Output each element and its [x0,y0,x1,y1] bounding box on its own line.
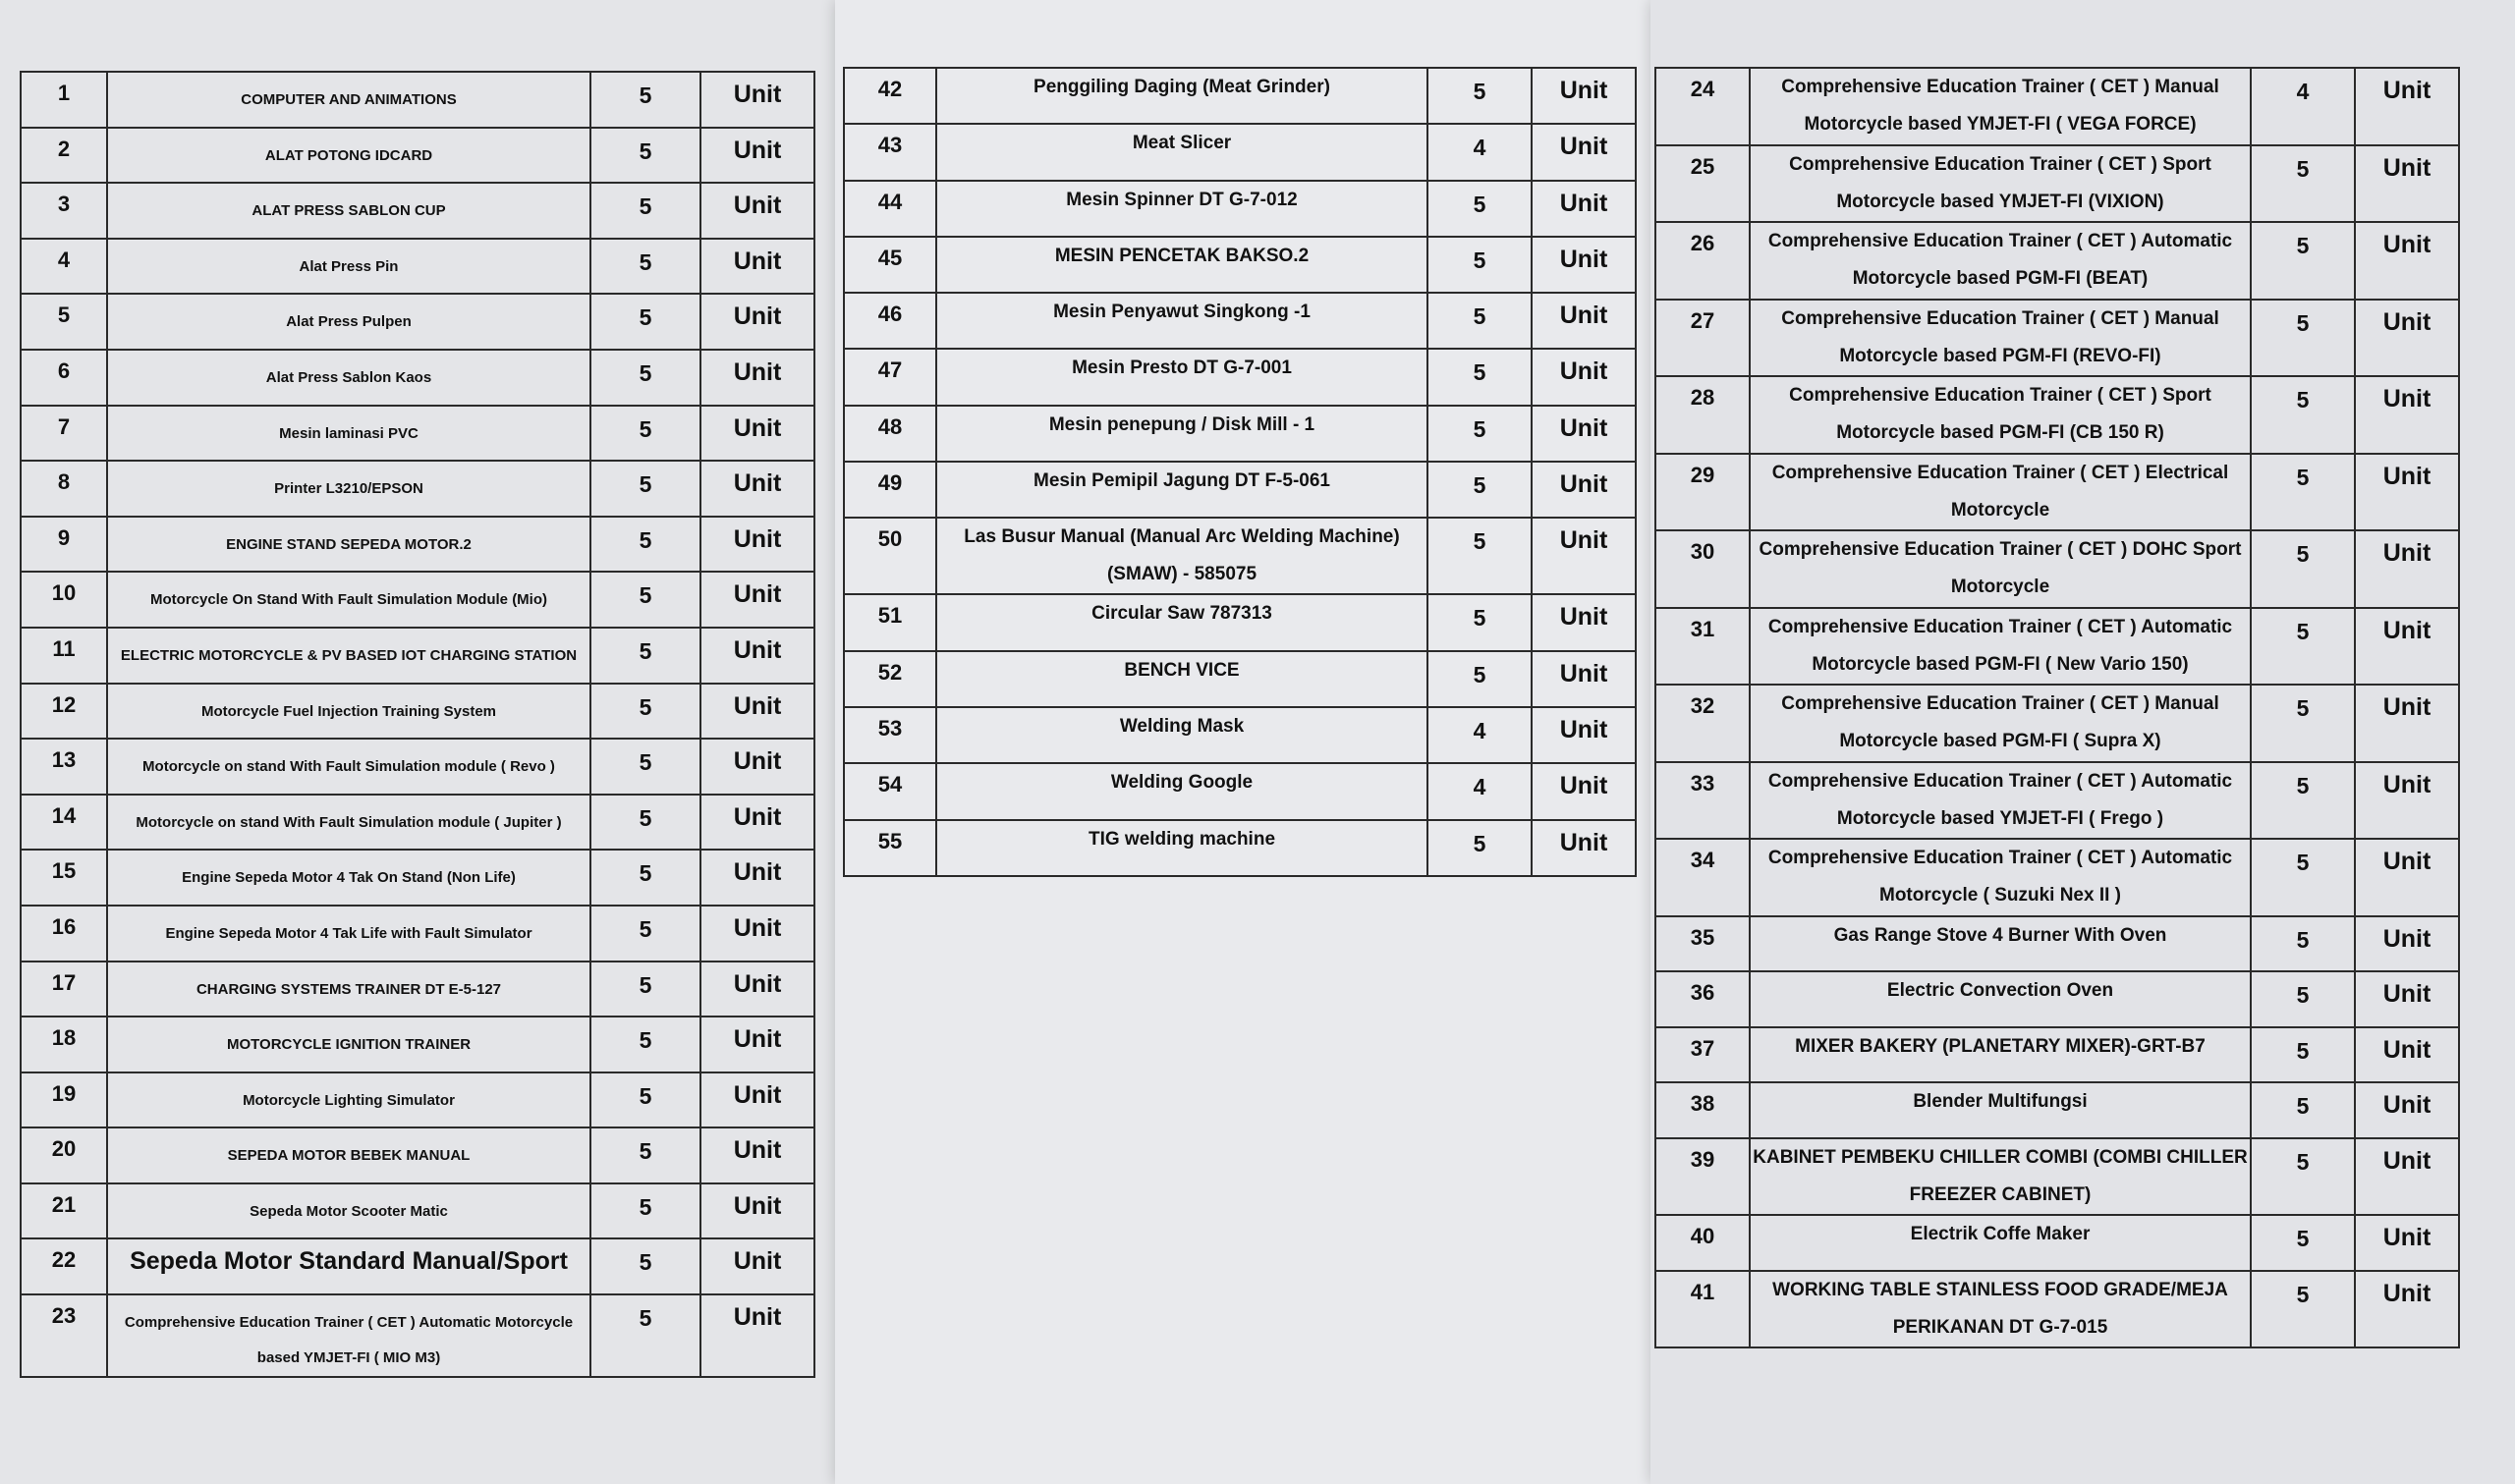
cell-unit: Unit [700,183,814,239]
table-row [844,293,1636,349]
cell-unit: Unit [2355,1215,2459,1271]
cell-qty: 5 [590,1294,700,1377]
cell-no: 10 [21,572,107,628]
cell-unit: Unit [700,628,814,684]
cell-qty: 5 [2251,916,2355,972]
cell-qty: 5 [2251,145,2355,223]
cell-no: 50 [844,518,936,594]
cell-no: 48 [844,406,936,462]
cell-unit: Unit [1532,763,1636,819]
cell-unit: Unit [1532,406,1636,462]
cell-qty: 5 [2251,300,2355,377]
cell-qty: 5 [590,128,700,184]
cell-unit: Unit [700,1017,814,1072]
cell-qty: 5 [1427,651,1532,707]
cell-unit: Unit [700,239,814,295]
cell-unit: Unit [2355,685,2459,762]
cell-qty: 5 [2251,1138,2355,1216]
cell-qty: 4 [1427,124,1532,180]
table-row [21,572,814,628]
cell-name: ALAT PRESS SABLON CUP [107,183,590,239]
cell-no: 33 [1655,762,1750,840]
cell-unit: Unit [2355,916,2459,972]
cell-unit: Unit [1532,820,1636,876]
cell-unit: Unit [700,1238,814,1294]
cell-no: 4 [21,239,107,295]
cell-qty: 5 [2251,1271,2355,1348]
cell-no: 23 [21,1294,107,1377]
table-row [844,763,1636,819]
cell-name: ENGINE STAND SEPEDA MOTOR.2 [107,517,590,573]
cell-no: 25 [1655,145,1750,223]
cell-no: 49 [844,462,936,518]
cell-name: Sepeda Motor Standard Manual/Sport [107,1238,590,1294]
table-row [21,962,814,1017]
cell-unit: Unit [700,739,814,795]
cell-no: 14 [21,795,107,851]
cell-no: 7 [21,406,107,462]
cell-name: Welding Google [936,763,1427,819]
cell-name: Motorcycle on stand With Fault Simulation module ( Revo ) [107,739,590,795]
cell-no: 43 [844,124,936,180]
cell-no: 11 [21,628,107,684]
cell-no: 51 [844,594,936,650]
cell-no: 46 [844,293,936,349]
cell-unit: Unit [700,517,814,573]
cell-qty: 5 [590,461,700,517]
cell-name: MOTORCYCLE IGNITION TRAINER [107,1017,590,1072]
table-row [21,406,814,462]
cell-no: 35 [1655,916,1750,972]
cell-unit: Unit [1532,518,1636,594]
table-row [1655,1138,2459,1216]
cell-unit: Unit [1532,651,1636,707]
cell-unit: Unit [2355,530,2459,608]
cell-qty: 5 [590,294,700,350]
cell-no: 9 [21,517,107,573]
cell-no: 12 [21,684,107,740]
cell-name: Printer L3210/EPSON [107,461,590,517]
cell-no: 32 [1655,685,1750,762]
table-row [21,239,814,295]
table-row [21,1072,814,1128]
cell-qty: 5 [590,1183,700,1239]
cell-no: 24 [1655,68,1750,145]
table-row [21,517,814,573]
cell-name: Comprehensive Education Trainer ( CET ) Automatic Motorcycle based YMJET-FI ( Frego ) [1750,762,2251,840]
cell-qty: 5 [590,350,700,406]
cell-unit: Unit [700,128,814,184]
table-row [1655,971,2459,1027]
table-row [21,684,814,740]
cell-unit: Unit [700,1127,814,1183]
cell-name: ALAT POTONG IDCARD [107,128,590,184]
table-row [1655,300,2459,377]
cell-qty: 5 [1427,68,1532,124]
cell-qty: 5 [590,850,700,906]
table-row [21,128,814,184]
cell-name: Mesin laminasi PVC [107,406,590,462]
cell-name: ELECTRIC MOTORCYCLE & PV BASED IOT CHARGING STATION [107,628,590,684]
table-row [21,183,814,239]
cell-qty: 4 [1427,763,1532,819]
cell-unit: Unit [2355,608,2459,686]
cell-name: WORKING TABLE STAINLESS FOOD GRADE/MEJA PERIKANAN DT G-7-015 [1750,1271,2251,1348]
cell-unit: Unit [2355,1271,2459,1348]
cell-name: Meat Slicer [936,124,1427,180]
cell-name: Mesin Pemipil Jagung DT F-5-061 [936,462,1427,518]
cell-no: 20 [21,1127,107,1183]
table-row [21,1294,814,1377]
table-row [21,739,814,795]
cell-name: Comprehensive Education Trainer ( CET ) DOHC Sport Motorcycle [1750,530,2251,608]
cell-qty: 5 [2251,608,2355,686]
cell-qty: 5 [2251,222,2355,300]
table-row [1655,222,2459,300]
cell-unit: Unit [2355,1082,2459,1138]
table-row [1655,145,2459,223]
table-row [21,350,814,406]
table-row [1655,1082,2459,1138]
cell-qty: 5 [590,739,700,795]
cell-name: Motorcycle on stand With Fault Simulation module ( Jupiter ) [107,795,590,851]
table-row [844,124,1636,180]
cell-name: Mesin Spinner DT G-7-012 [936,181,1427,237]
table-row [844,651,1636,707]
cell-name: TIG welding machine [936,820,1427,876]
cell-no: 53 [844,707,936,763]
cell-unit: Unit [1532,293,1636,349]
cell-unit: Unit [700,1294,814,1377]
table-row [844,406,1636,462]
equipment-table-middle [843,67,1637,877]
cell-name: CHARGING SYSTEMS TRAINER DT E-5-127 [107,962,590,1017]
cell-no: 54 [844,763,936,819]
table-row [844,462,1636,518]
cell-qty: 5 [1427,349,1532,405]
cell-no: 31 [1655,608,1750,686]
cell-unit: Unit [700,684,814,740]
cell-qty: 5 [590,628,700,684]
cell-name: Circular Saw 787313 [936,594,1427,650]
cell-no: 2 [21,128,107,184]
cell-unit: Unit [1532,462,1636,518]
cell-no: 30 [1655,530,1750,608]
cell-no: 28 [1655,376,1750,454]
cell-name: Comprehensive Education Trainer ( CET ) Automatic Motorcycle ( Suzuki Nex II ) [1750,839,2251,916]
table-row [844,237,1636,293]
table-row [1655,376,2459,454]
cell-name: Comprehensive Education Trainer ( CET ) Automatic Motorcycle based PGM-FI ( New Vario 150) [1750,608,2251,686]
table-row [1655,1027,2459,1083]
cell-qty: 5 [2251,839,2355,916]
cell-qty: 5 [2251,530,2355,608]
cell-qty: 5 [590,239,700,295]
table-row [1655,762,2459,840]
cell-no: 27 [1655,300,1750,377]
cell-unit: Unit [1532,68,1636,124]
cell-unit: Unit [1532,237,1636,293]
cell-unit: Unit [700,1072,814,1128]
table-row [844,707,1636,763]
table-row [1655,608,2459,686]
cell-name: Alat Press Pin [107,239,590,295]
cell-unit: Unit [1532,181,1636,237]
cell-no: 17 [21,962,107,1017]
cell-qty: 5 [1427,518,1532,594]
table-row [21,1238,814,1294]
table-row [21,72,814,128]
cell-unit: Unit [2355,300,2459,377]
cell-no: 40 [1655,1215,1750,1271]
cell-qty: 5 [2251,1082,2355,1138]
cell-qty: 5 [2251,454,2355,531]
cell-qty: 5 [590,962,700,1017]
table-row [844,594,1636,650]
cell-name: Motorcycle Fuel Injection Training System [107,684,590,740]
cell-name: Comprehensive Education Trainer ( CET ) Manual Motorcycle based PGM-FI ( Supra X) [1750,685,2251,762]
cell-unit: Unit [2355,1138,2459,1216]
cell-no: 22 [21,1238,107,1294]
cell-qty: 5 [590,1072,700,1128]
cell-name: MIXER BAKERY (PLANETARY MIXER)-GRT-B7 [1750,1027,2251,1083]
cell-name: Comprehensive Education Trainer ( CET ) Automatic Motorcycle based YMJET-FI ( MIO M3) [107,1294,590,1377]
cell-name: Comprehensive Education Trainer ( CET ) Automatic Motorcycle based PGM-FI (BEAT) [1750,222,2251,300]
cell-name: Comprehensive Education Trainer ( CET ) Manual Motorcycle based PGM-FI (REVO-FI) [1750,300,2251,377]
cell-no: 6 [21,350,107,406]
cell-no: 37 [1655,1027,1750,1083]
cell-no: 42 [844,68,936,124]
cell-qty: 5 [590,517,700,573]
table-row [1655,685,2459,762]
table-row [21,1127,814,1183]
cell-name: Electrik Coffe Maker [1750,1215,2251,1271]
cell-qty: 5 [2251,685,2355,762]
table-row [21,795,814,851]
cell-name: COMPUTER AND ANIMATIONS [107,72,590,128]
cell-no: 52 [844,651,936,707]
table-row [21,850,814,906]
cell-unit: Unit [1532,594,1636,650]
cell-no: 1 [21,72,107,128]
cell-name: Gas Range Stove 4 Burner With Oven [1750,916,2251,972]
cell-no: 36 [1655,971,1750,1027]
cell-name: Comprehensive Education Trainer ( CET ) Sport Motorcycle based YMJET-FI (VIXION) [1750,145,2251,223]
table-row [21,294,814,350]
cell-qty: 5 [590,1017,700,1072]
cell-name: Blender Multifungsi [1750,1082,2251,1138]
cell-name: Penggiling Daging (Meat Grinder) [936,68,1427,124]
table-row [21,461,814,517]
table-row [1655,454,2459,531]
cell-no: 44 [844,181,936,237]
cell-unit: Unit [2355,222,2459,300]
table-row [21,628,814,684]
cell-unit: Unit [700,72,814,128]
cell-name: Alat Press Pulpen [107,294,590,350]
cell-unit: Unit [2355,762,2459,840]
cell-qty: 5 [2251,1027,2355,1083]
cell-qty: 5 [590,906,700,962]
cell-qty: 5 [1427,594,1532,650]
cell-no: 55 [844,820,936,876]
cell-name: Las Busur Manual (Manual Arc Welding Machine) (SMAW) - 585075 [936,518,1427,594]
table-row [1655,1215,2459,1271]
cell-unit: Unit [1532,124,1636,180]
table-row [21,1183,814,1239]
cell-name: Sepeda Motor Scooter Matic [107,1183,590,1239]
cell-qty: 5 [590,572,700,628]
cell-name: Comprehensive Education Trainer ( CET ) Manual Motorcycle based YMJET-FI ( VEGA FORCE) [1750,68,2251,145]
cell-no: 47 [844,349,936,405]
cell-name: BENCH VICE [936,651,1427,707]
cell-unit: Unit [700,572,814,628]
table-row [844,181,1636,237]
cell-no: 19 [21,1072,107,1128]
cell-unit: Unit [2355,1027,2459,1083]
cell-name: Mesin penepung / Disk Mill - 1 [936,406,1427,462]
equipment-table-left [20,71,815,1378]
cell-name: Engine Sepeda Motor 4 Tak On Stand (Non Life) [107,850,590,906]
table-row [844,68,1636,124]
table-row [1655,916,2459,972]
table-row [21,906,814,962]
cell-no: 21 [21,1183,107,1239]
cell-qty: 5 [2251,762,2355,840]
cell-no: 15 [21,850,107,906]
equipment-table-right [1654,67,2460,1348]
cell-qty: 5 [1427,462,1532,518]
cell-no: 16 [21,906,107,962]
cell-qty: 4 [1427,707,1532,763]
table-row [1655,68,2459,145]
table-row [21,1017,814,1072]
cell-name: Mesin Presto DT G-7-001 [936,349,1427,405]
cell-name: Motorcycle On Stand With Fault Simulation Module (Mio) [107,572,590,628]
cell-no: 5 [21,294,107,350]
cell-qty: 5 [1427,406,1532,462]
table-row [844,349,1636,405]
cell-no: 34 [1655,839,1750,916]
cell-qty: 5 [1427,293,1532,349]
cell-qty: 5 [590,183,700,239]
cell-unit: Unit [700,962,814,1017]
cell-unit: Unit [2355,839,2459,916]
cell-unit: Unit [1532,349,1636,405]
cell-qty: 5 [590,1127,700,1183]
cell-name: Comprehensive Education Trainer ( CET ) Electrical Motorcycle [1750,454,2251,531]
cell-no: 45 [844,237,936,293]
table-row [1655,530,2459,608]
table-body [844,68,1636,876]
cell-qty: 5 [1427,181,1532,237]
cell-unit: Unit [700,850,814,906]
cell-unit: Unit [700,795,814,851]
cell-name: Mesin Penyawut Singkong -1 [936,293,1427,349]
table-body [1655,68,2459,1347]
cell-name: Motorcycle Lighting Simulator [107,1072,590,1128]
cell-unit: Unit [2355,454,2459,531]
cell-name: Welding Mask [936,707,1427,763]
cell-qty: 5 [590,684,700,740]
cell-unit: Unit [700,906,814,962]
cell-name: KABINET PEMBEKU CHILLER COMBI (COMBI CHILLER FREEZER CABINET) [1750,1138,2251,1216]
cell-no: 29 [1655,454,1750,531]
table-body [21,72,814,1377]
cell-unit: Unit [700,1183,814,1239]
cell-no: 13 [21,739,107,795]
cell-qty: 5 [1427,237,1532,293]
cell-no: 26 [1655,222,1750,300]
cell-unit: Unit [2355,376,2459,454]
cell-qty: 5 [590,72,700,128]
cell-unit: Unit [700,350,814,406]
cell-name: MESIN PENCETAK BAKSO.2 [936,237,1427,293]
table-row [844,518,1636,594]
cell-unit: Unit [2355,971,2459,1027]
table-row [1655,839,2459,916]
cell-unit: Unit [1532,707,1636,763]
cell-qty: 5 [2251,376,2355,454]
cell-qty: 4 [2251,68,2355,145]
cell-qty: 5 [590,1238,700,1294]
cell-no: 8 [21,461,107,517]
cell-name: Engine Sepeda Motor 4 Tak Life with Fault Simulator [107,906,590,962]
cell-qty: 5 [590,795,700,851]
cell-no: 18 [21,1017,107,1072]
cell-qty: 5 [1427,820,1532,876]
cell-name: SEPEDA MOTOR BEBEK MANUAL [107,1127,590,1183]
cell-unit: Unit [2355,68,2459,145]
cell-no: 38 [1655,1082,1750,1138]
cell-unit: Unit [700,461,814,517]
cell-name: Alat Press Sablon Kaos [107,350,590,406]
cell-name: Electric Convection Oven [1750,971,2251,1027]
cell-qty: 5 [2251,971,2355,1027]
cell-qty: 5 [590,406,700,462]
table-row [844,820,1636,876]
cell-unit: Unit [2355,145,2459,223]
cell-no: 3 [21,183,107,239]
table-row [1655,1271,2459,1348]
cell-name: Comprehensive Education Trainer ( CET ) Sport Motorcycle based PGM-FI (CB 150 R) [1750,376,2251,454]
cell-qty: 5 [2251,1215,2355,1271]
cell-unit: Unit [700,406,814,462]
cell-unit: Unit [700,294,814,350]
cell-no: 41 [1655,1271,1750,1348]
cell-no: 39 [1655,1138,1750,1216]
